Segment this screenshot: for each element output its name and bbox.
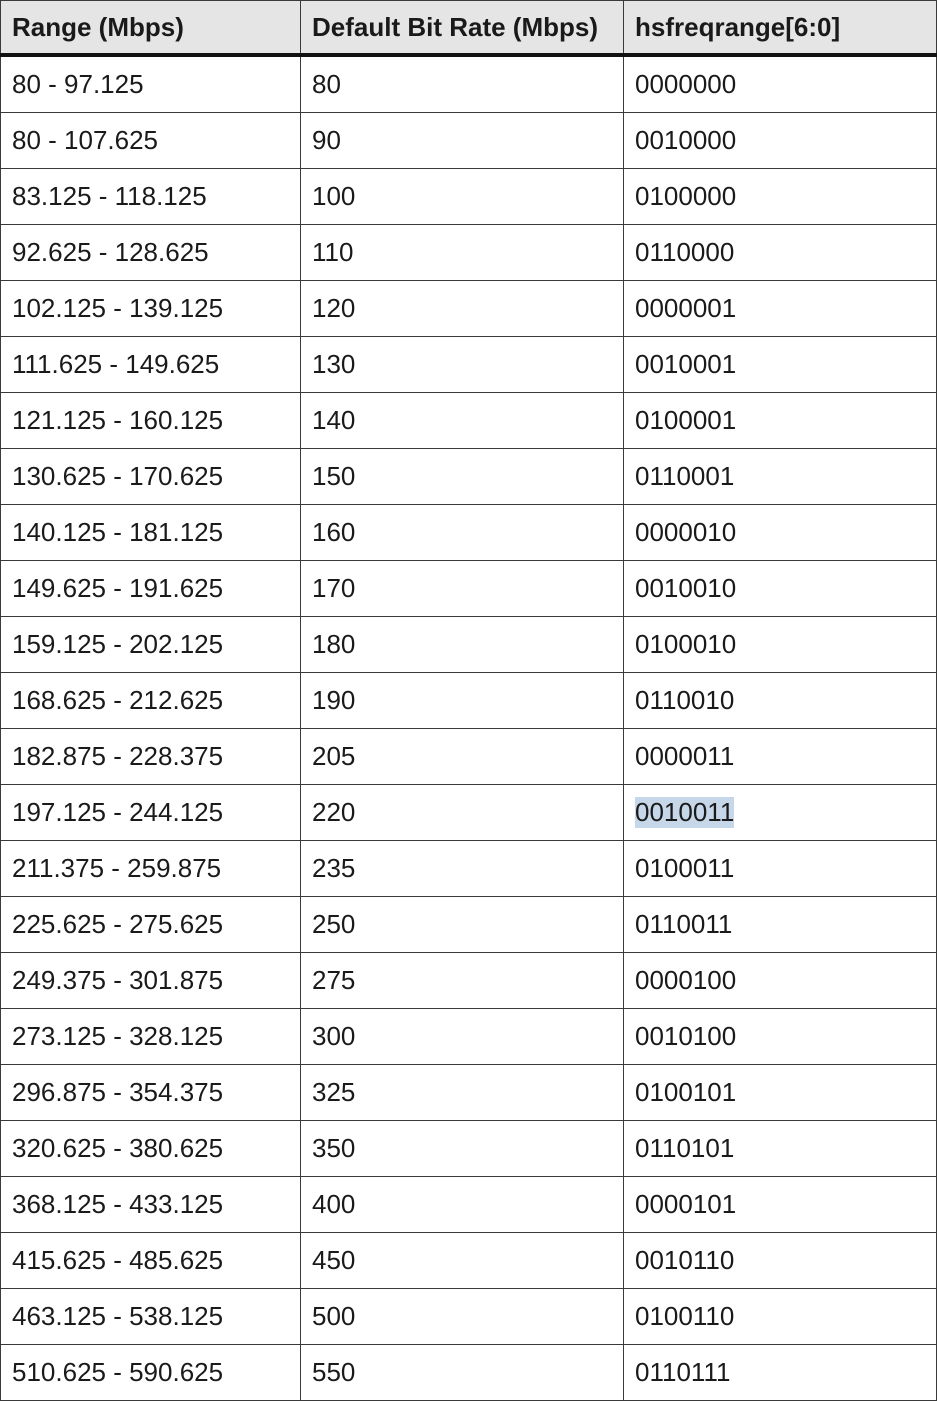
table-row xyxy=(0,337,937,393)
range-cell: 159.125 - 202.125 xyxy=(0,617,301,672)
range-cell: 121.125 - 160.125 xyxy=(0,393,301,448)
hsfreqrange-cell: 0100000 xyxy=(624,169,937,224)
header-default-bit-rate: Default Bit Rate (Mbps) xyxy=(301,1,624,53)
default-bit-rate-cell: 300 xyxy=(301,1009,624,1064)
default-bit-rate-cell: 500 xyxy=(301,1289,624,1344)
range-cell: 463.125 - 538.125 xyxy=(0,1289,301,1344)
default-bit-rate-cell: 550 xyxy=(301,1345,624,1400)
range-cell: 130.625 - 170.625 xyxy=(0,449,301,504)
table-body xyxy=(0,57,937,1401)
default-bit-rate-cell: 90 xyxy=(301,113,624,168)
hsfreqrange-cell: 0110001 xyxy=(624,449,937,504)
range-cell: 168.625 - 212.625 xyxy=(0,673,301,728)
default-bit-rate-cell: 180 xyxy=(301,617,624,672)
default-bit-rate-cell: 120 xyxy=(301,281,624,336)
range-cell: 80 - 97.125 xyxy=(0,57,301,112)
hsfreqrange-cell: 0000001 xyxy=(624,281,937,336)
table-row xyxy=(0,785,937,841)
range-cell: 182.875 - 228.375 xyxy=(0,729,301,784)
table-row xyxy=(0,449,937,505)
default-bit-rate-cell: 235 xyxy=(301,841,624,896)
hsfreqrange-cell: 0100001 xyxy=(624,393,937,448)
hsfreqrange-cell: 0010110 xyxy=(624,1233,937,1288)
range-cell: 211.375 - 259.875 xyxy=(0,841,301,896)
default-bit-rate-cell: 110 xyxy=(301,225,624,280)
table-row xyxy=(0,169,937,225)
range-cell: 197.125 - 244.125 xyxy=(0,785,301,840)
range-cell: 80 - 107.625 xyxy=(0,113,301,168)
default-bit-rate-cell: 250 xyxy=(301,897,624,952)
table-row xyxy=(0,225,937,281)
table-row xyxy=(0,1121,937,1177)
hsfreqrange-cell: 0100101 xyxy=(624,1065,937,1120)
range-cell: 102.125 - 139.125 xyxy=(0,281,301,336)
hsfreqrange-cell: 0110000 xyxy=(624,225,937,280)
hsfreqrange-cell: 0010000 xyxy=(624,113,937,168)
table-row xyxy=(0,113,937,169)
table-row xyxy=(0,729,937,785)
range-cell: 92.625 - 128.625 xyxy=(0,225,301,280)
table-row xyxy=(0,673,937,729)
table-row xyxy=(0,1345,937,1401)
default-bit-rate-cell: 100 xyxy=(301,169,624,224)
hsfreqrange-cell: 0000011 xyxy=(624,729,937,784)
hsfreqrange-cell: 0110101 xyxy=(624,1121,937,1176)
table-row xyxy=(0,1289,937,1345)
range-cell: 249.375 - 301.875 xyxy=(0,953,301,1008)
header-range: Range (Mbps) xyxy=(0,1,301,53)
hsfreqrange-cell: 0010001 xyxy=(624,337,937,392)
table-row xyxy=(0,1065,937,1121)
table-row xyxy=(0,1177,937,1233)
default-bit-rate-cell: 325 xyxy=(301,1065,624,1120)
header-hsfreqrange: hsfreqrange[6:0] xyxy=(624,1,937,53)
range-cell: 83.125 - 118.125 xyxy=(0,169,301,224)
table-row xyxy=(0,617,937,673)
text-selection-highlight[interactable]: 0010011 xyxy=(635,797,735,827)
default-bit-rate-cell: 350 xyxy=(301,1121,624,1176)
hsfreqrange-cell: 0000101 xyxy=(624,1177,937,1232)
default-bit-rate-cell: 170 xyxy=(301,561,624,616)
hsfreqrange-cell: 0110111 xyxy=(624,1345,937,1400)
range-cell: 149.625 - 191.625 xyxy=(0,561,301,616)
range-cell: 368.125 - 433.125 xyxy=(0,1177,301,1232)
table-row xyxy=(0,505,937,561)
table-row xyxy=(0,281,937,337)
table-row xyxy=(0,57,937,113)
table-row xyxy=(0,841,937,897)
range-cell: 415.625 - 485.625 xyxy=(0,1233,301,1288)
hsfreqrange-cell: 0100010 xyxy=(624,617,937,672)
default-bit-rate-cell: 205 xyxy=(301,729,624,784)
default-bit-rate-cell: 80 xyxy=(301,57,624,112)
default-bit-rate-cell: 130 xyxy=(301,337,624,392)
default-bit-rate-cell: 450 xyxy=(301,1233,624,1288)
range-cell: 296.875 - 354.375 xyxy=(0,1065,301,1120)
default-bit-rate-cell: 275 xyxy=(301,953,624,1008)
hsfreqrange-cell xyxy=(624,785,937,840)
default-bit-rate-cell: 160 xyxy=(301,505,624,560)
range-cell: 320.625 - 380.625 xyxy=(0,1121,301,1176)
table-row xyxy=(0,1009,937,1065)
range-cell: 140.125 - 181.125 xyxy=(0,505,301,560)
default-bit-rate-cell: 400 xyxy=(301,1177,624,1232)
hsfreqrange-cell: 0010100 xyxy=(624,1009,937,1064)
table-row xyxy=(0,1233,937,1289)
table-row xyxy=(0,953,937,1009)
table-row xyxy=(0,897,937,953)
hsfreqrange-cell: 0000100 xyxy=(624,953,937,1008)
hsfreqrange-cell: 0000000 xyxy=(624,57,937,112)
default-bit-rate-cell: 220 xyxy=(301,785,624,840)
table-header-row xyxy=(0,0,937,57)
range-cell: 225.625 - 275.625 xyxy=(0,897,301,952)
hsfreqrange-cell: 0000010 xyxy=(624,505,937,560)
range-cell: 510.625 - 590.625 xyxy=(0,1345,301,1400)
hsfreqrange-cell: 0110011 xyxy=(624,897,937,952)
default-bit-rate-cell: 190 xyxy=(301,673,624,728)
default-bit-rate-cell: 150 xyxy=(301,449,624,504)
range-cell: 111.625 - 149.625 xyxy=(0,337,301,392)
default-bit-rate-cell: 140 xyxy=(301,393,624,448)
hsfreqrange-cell: 0100011 xyxy=(624,841,937,896)
table-row xyxy=(0,561,937,617)
range-cell: 273.125 - 328.125 xyxy=(0,1009,301,1064)
hsfreqrange-cell: 0100110 xyxy=(624,1289,937,1344)
table-row xyxy=(0,393,937,449)
hsfreqrange-cell: 0010010 xyxy=(624,561,937,616)
hsfreqrange-cell: 0110010 xyxy=(624,673,937,728)
